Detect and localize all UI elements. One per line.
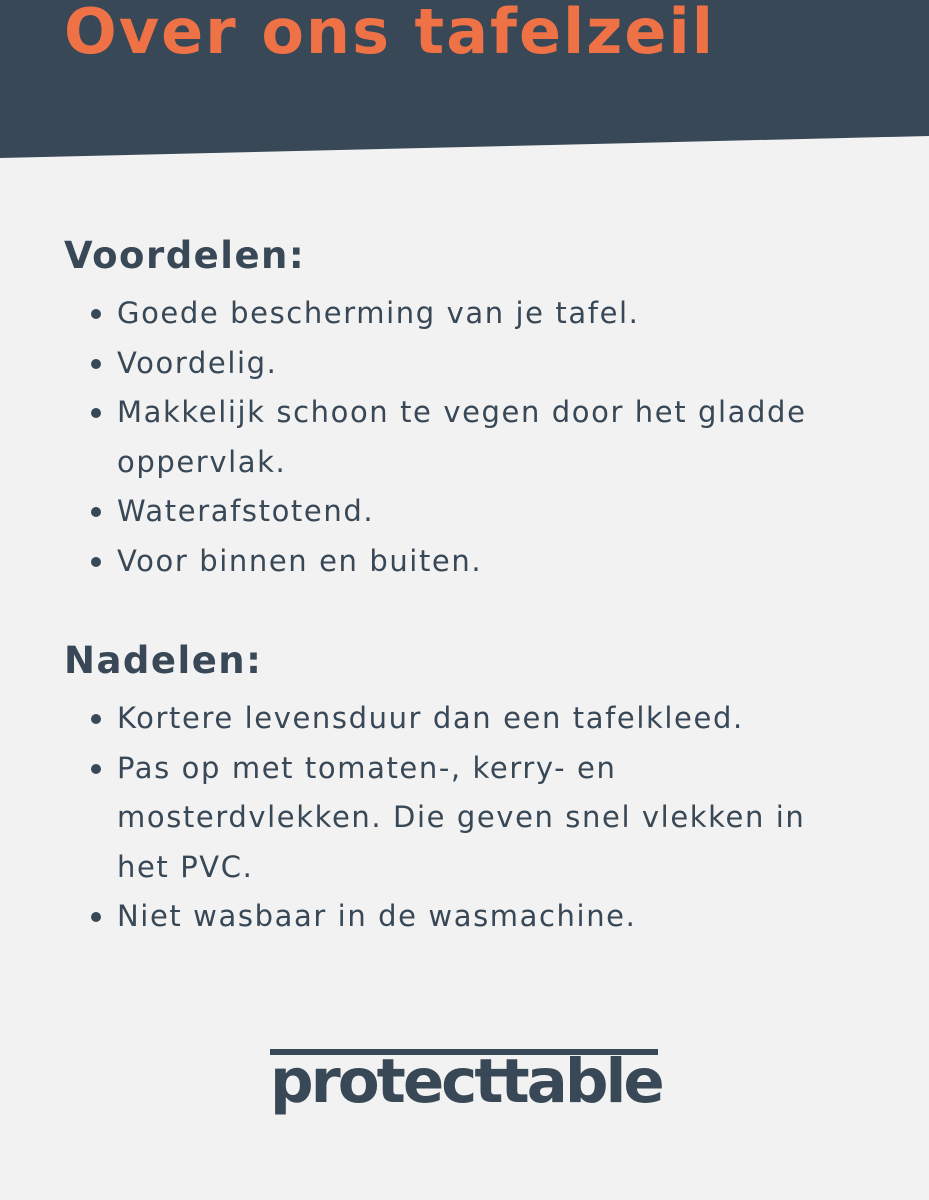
disadvantages-list [64,694,864,942]
list-item [64,388,864,487]
disadvantages-heading: Nadelen: [64,639,263,682]
page-title: Over ons tafelzeil [64,0,715,68]
advantages-list [64,289,864,587]
list-item-text: Goede bescherming van je tafel. [117,296,640,330]
bullet-icon [91,359,101,369]
bullet-icon [91,507,101,517]
bullet-icon [91,557,101,567]
list-item [64,487,864,537]
bullet-icon [91,764,101,774]
list-item-text: Pas op met tomaten-, kerry- en mosterdvlekken. Die geven snel vlekken in het PVC. [117,750,806,884]
list-item [64,537,864,587]
bullet-icon [91,912,101,922]
advantages-heading: Voordelen: [64,234,306,277]
list-item [64,892,864,942]
bullet-icon [91,408,101,418]
list-item [64,744,864,893]
bullet-icon [91,714,101,724]
list-item [64,694,864,744]
brand-logo [270,1046,662,1119]
list-item-text: Voor binnen en buiten. [117,543,483,578]
list-item-text: Waterafstotend. [117,494,375,529]
list-item-text: Voordelig. [117,345,278,380]
list-item-text: Niet wasbaar in de wasmachine. [117,899,637,934]
disadvantages-section [64,636,864,942]
advantages-section [64,231,864,587]
list-item [64,339,864,389]
list-item [64,289,864,339]
list-item-text: Kortere levensduur dan een tafelkleed. [117,701,744,735]
list-item-text: Makkelijk schoon te vegen door het gladde oppervlak. [117,395,807,479]
logo-text: protecttable [270,1046,662,1117]
bullet-icon [91,309,101,319]
